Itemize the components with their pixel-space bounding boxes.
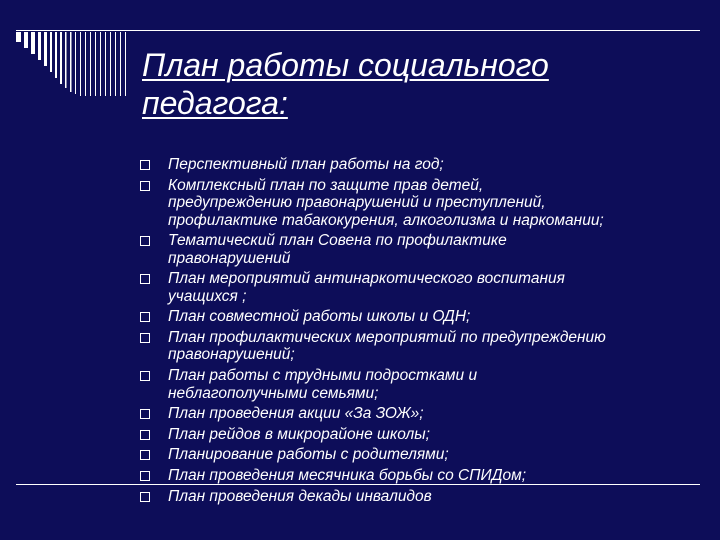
list-item-text: Комплексный план по защите прав детей, — [168, 176, 484, 194]
list-item — [138, 467, 708, 485]
square-bullet-icon — [140, 430, 150, 440]
list-item-text: Перспективный план работы на год; — [168, 156, 444, 173]
square-bullet-icon — [140, 160, 150, 170]
square-bullet-icon — [140, 450, 150, 460]
top-rule — [16, 30, 700, 31]
list-item-text: Тематический план Совена по профилактике — [168, 232, 507, 250]
list-item — [138, 232, 708, 267]
square-bullet-icon — [140, 371, 150, 381]
list-item-text: План мероприятий антинаркотического воспитания — [168, 270, 565, 288]
square-bullet-icon — [140, 471, 150, 481]
square-bullet-icon — [140, 492, 150, 502]
list-item — [138, 405, 708, 423]
list-item-text: профилактике табакокурения, алкоголизма и наркомании; — [168, 211, 604, 229]
list-item — [138, 156, 708, 174]
list-item — [138, 329, 708, 364]
list-item-text: учащихся ; — [168, 287, 247, 305]
plan-list — [138, 156, 708, 508]
list-item — [138, 367, 708, 402]
square-bullet-icon — [140, 181, 150, 191]
list-item-text: План проведения акции «За ЗОЖ»; — [168, 405, 424, 423]
square-bullet-icon — [140, 409, 150, 419]
list-item-text: Планирование работы с родителями; — [168, 446, 449, 464]
list-item — [138, 446, 708, 464]
square-bullet-icon — [140, 312, 150, 322]
title-line: План работы социального — [142, 47, 549, 83]
list-item — [138, 488, 708, 506]
list-item — [138, 270, 708, 305]
list-item-text: предупреждению правонарушений и преступлений, — [168, 194, 546, 212]
list-item-text: План рейдов в микрорайоне школы; — [168, 425, 430, 443]
list-item-text: План проведения месячника борьбы со СПИДом; — [168, 466, 527, 484]
list-item — [138, 308, 708, 326]
list-item-text: План совместной работы школы и ОДН; — [168, 308, 471, 326]
decorative-vertical-stripes — [0, 0, 140, 100]
list-item-text: План проведения декады инвалидов — [168, 487, 432, 505]
list-item-text: План профилактических мероприятий по предупреждению — [168, 328, 606, 346]
page-title — [142, 46, 702, 122]
square-bullet-icon — [140, 236, 150, 246]
list-item — [138, 177, 708, 230]
list-item-text: правонарушений; — [168, 346, 295, 364]
list-item-text: План работы с трудными подростками и — [168, 367, 478, 385]
title-line: педагога: — [142, 85, 288, 121]
list-item-text: правонарушений — [168, 249, 291, 267]
list-item — [138, 426, 708, 444]
square-bullet-icon — [140, 274, 150, 284]
list-item-text: неблагополучными семьями; — [168, 384, 379, 402]
square-bullet-icon — [140, 333, 150, 343]
